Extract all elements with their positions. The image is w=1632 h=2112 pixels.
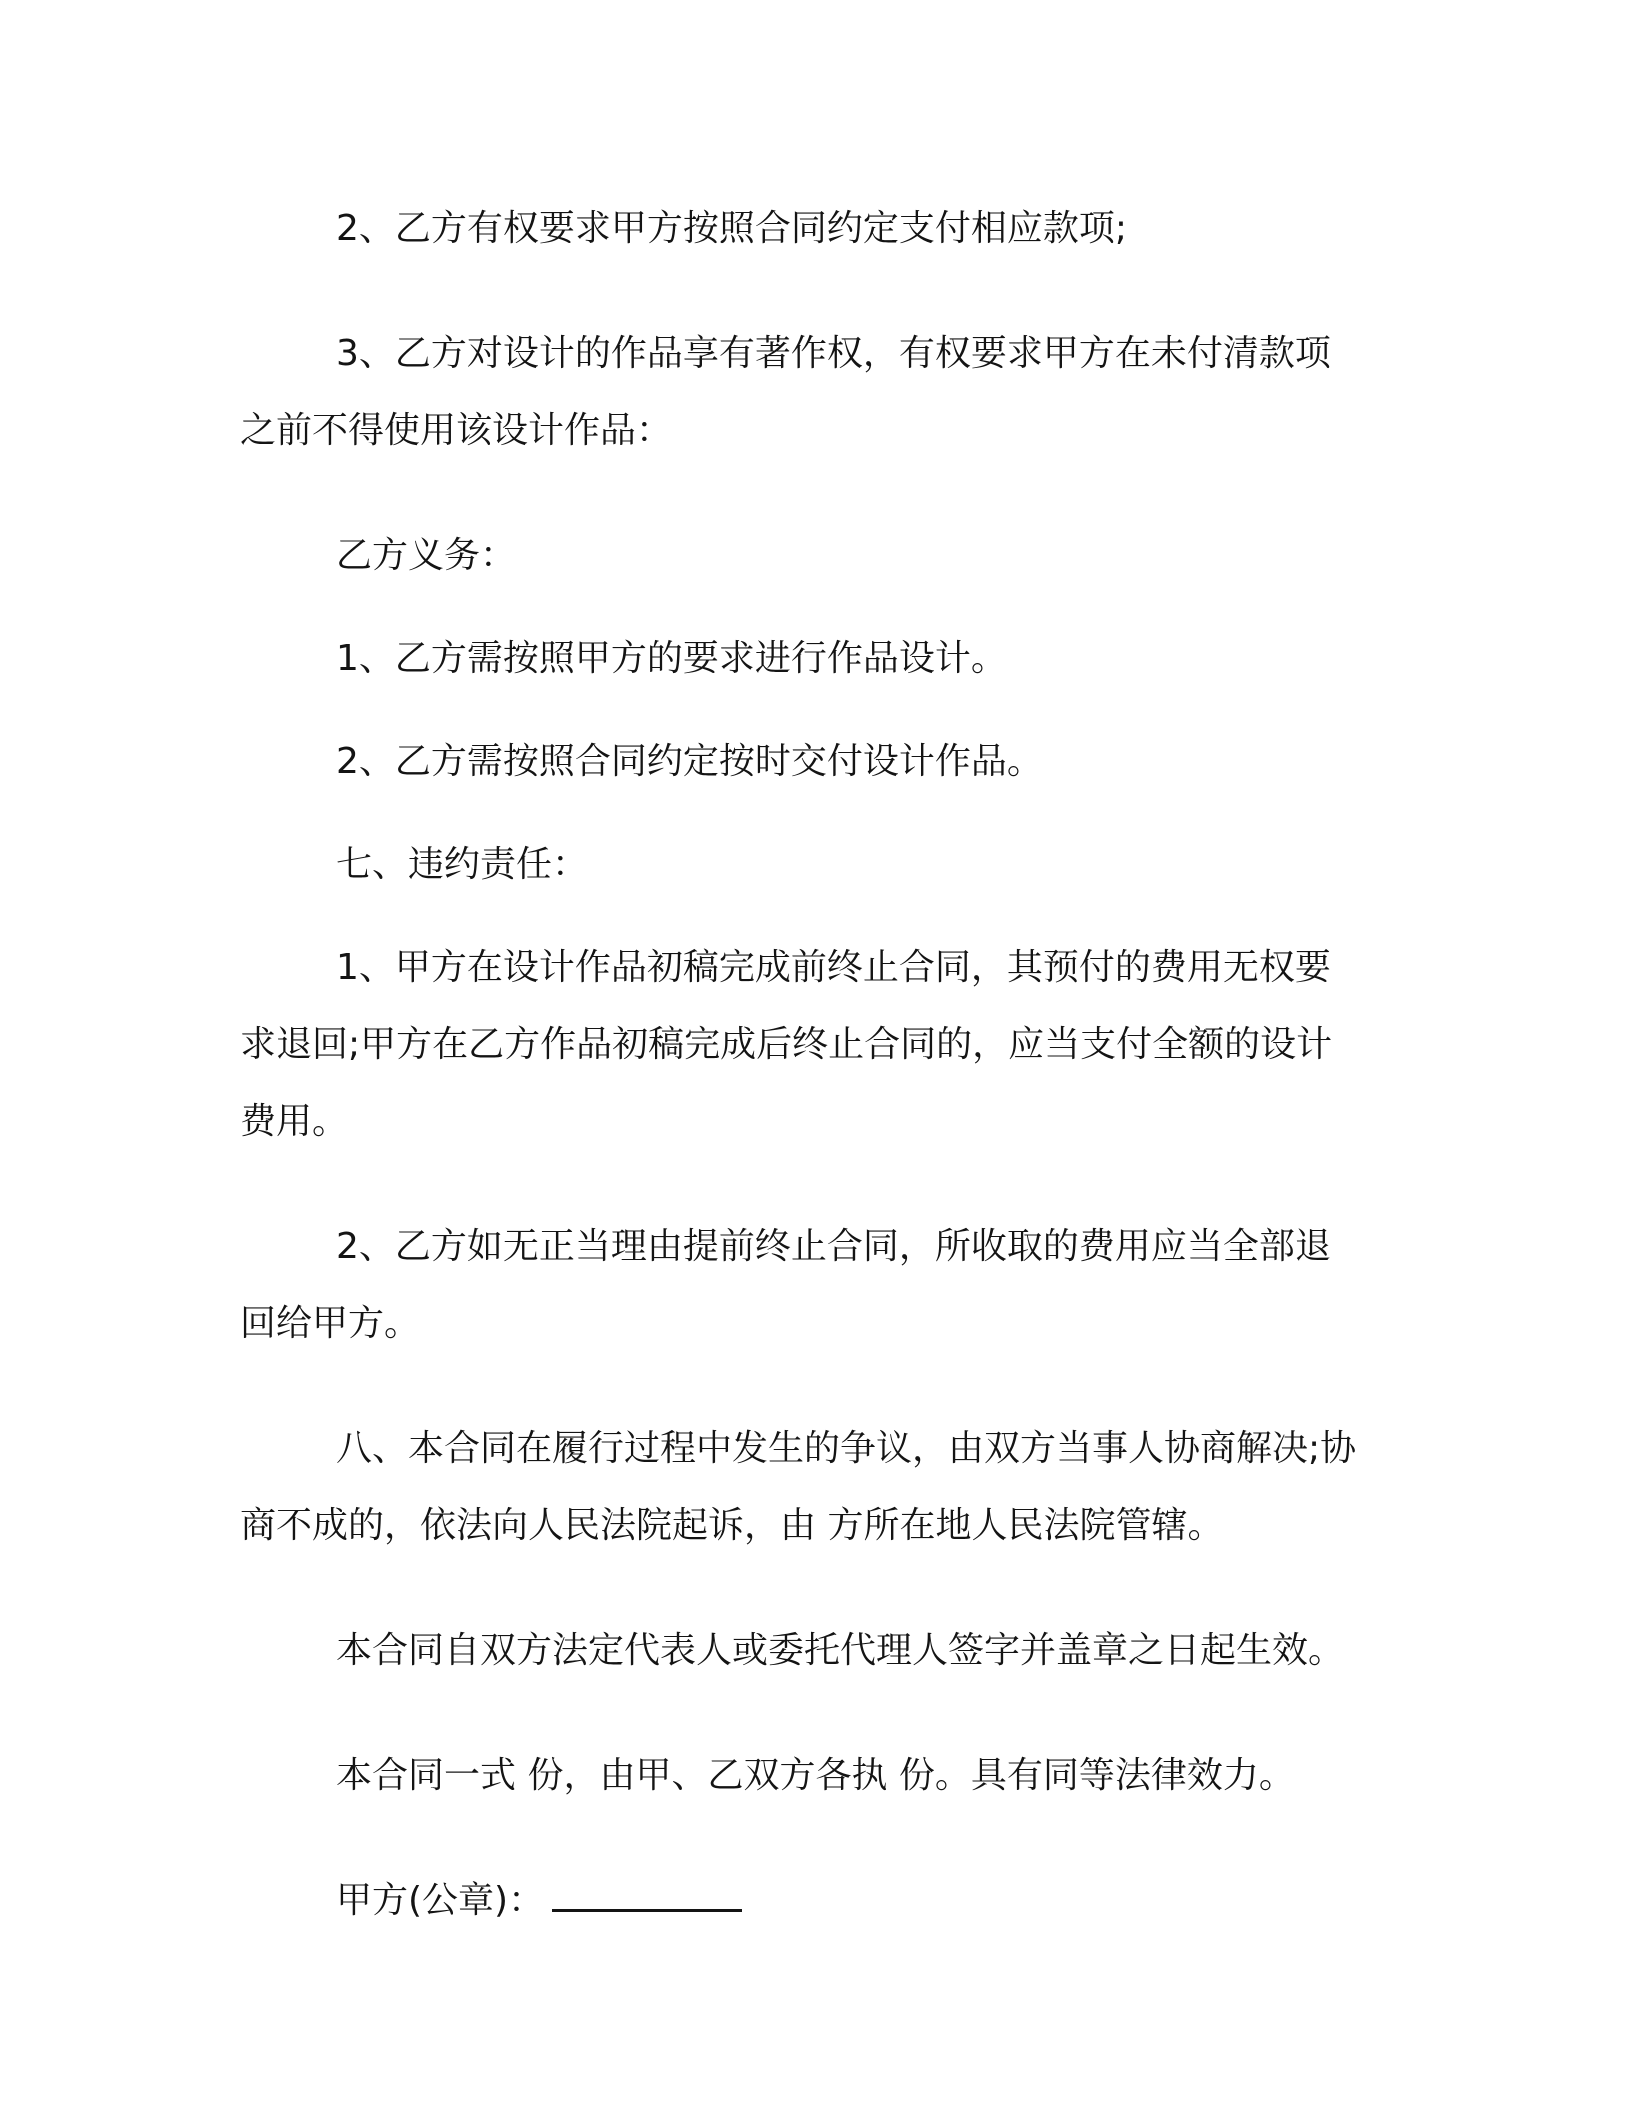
document-body xyxy=(240,190,1360,1939)
paragraph-party-b-obligation-delivery: 2、乙方需按照合同约定按时交付设计作品。 xyxy=(336,741,1043,782)
paragraph-copies: 本合同一式 份，由甲、乙双方各执 份。具有同等法律效力。 xyxy=(336,1755,1295,1796)
heading-party-b-obligations: 乙方义务： xyxy=(336,535,517,576)
signature-party-a-label: 甲方(公章)： xyxy=(336,1880,545,1921)
paragraph-breach-party-b: 2、乙方如无正当理由提前终止合同，所收取的费用应当全部退回给甲方。 xyxy=(240,1226,1331,1344)
heading-breach-liability: 七、违约责任： xyxy=(336,844,589,885)
paragraph-breach-party-a: 1、甲方在设计作品初稿完成前终止合同，其预付的费用无权要求退回;甲方在乙方作品初稿完成后终止合同的，应当支付全额的设计费用。 xyxy=(240,947,1333,1142)
paragraph-party-b-right-copyright: 3、乙方对设计的作品享有著作权，有权要求甲方在未付清款项之前不得使用该设计作品： xyxy=(240,333,1331,451)
paragraph-effective-date: 本合同自双方法定代表人或委托代理人签字并盖章之日起生效。 xyxy=(336,1630,1345,1671)
paragraph-dispute-resolution: 八、本合同在履行过程中发生的争议，由双方当事人协商解决;协商不成的，依法向人民法院起诉，由 方所在地人民法院管辖。 xyxy=(240,1428,1357,1546)
paragraph-party-b-right-payment: 2、乙方有权要求甲方按照合同约定支付相应款项; xyxy=(336,208,1128,249)
signature-party-a xyxy=(240,1862,1360,1939)
signature-blank-line xyxy=(552,1879,742,1912)
paragraph-party-b-obligation-design: 1、乙方需按照甲方的要求进行作品设计。 xyxy=(336,638,1007,679)
